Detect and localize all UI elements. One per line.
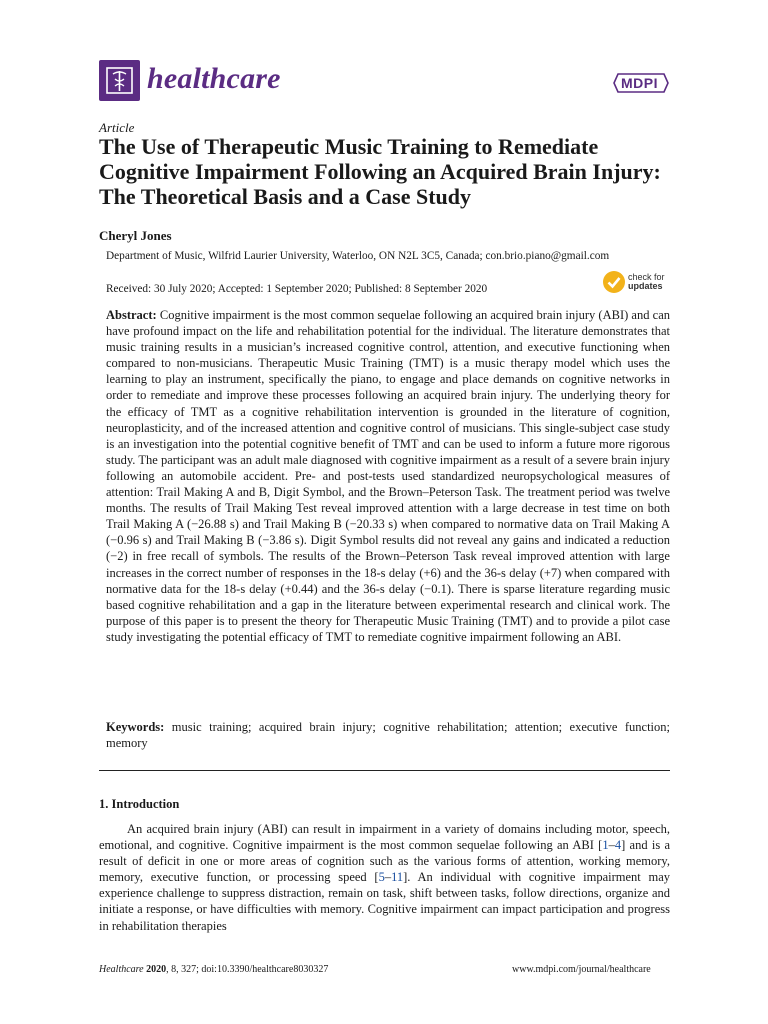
- citation-link-5[interactable]: 5: [378, 870, 385, 885]
- article-title: The Use of Therapeutic Music Training to Remediate Cognitive Impairment Following an Acquired Brain Injury: The Theoretical Basis and a Case Study: [99, 134, 661, 209]
- publication-dates: Received: 30 July 2020; Accepted: 1 September 2020; Published: 8 September 2020: [106, 283, 488, 295]
- journal-logo: [99, 60, 140, 101]
- footer-citation: [99, 964, 328, 975]
- article-type: Article: [99, 120, 135, 135]
- author-affiliation: Department of Music, Wilfrid Laurier University, Waterloo, ON N2L 3C5, Canada; con.brio.piano@gmail.com: [106, 250, 610, 262]
- citation-link-11[interactable]: 11: [391, 870, 404, 885]
- section-divider: [99, 770, 670, 771]
- abstract-label: Abstract:: [106, 308, 157, 322]
- publisher-name: MDPI: [621, 75, 658, 91]
- caduceus-icon: [99, 60, 140, 101]
- author-name: Cheryl Jones: [99, 228, 172, 243]
- citation-link-4[interactable]: 4: [614, 838, 622, 853]
- check-for-updates-label[interactable]: [628, 273, 665, 291]
- check-updates-line2: updates: [628, 281, 663, 291]
- abstract: [106, 307, 670, 645]
- citation-link-1[interactable]: 1: [602, 838, 609, 853]
- footer-citation-rest: , 8, 327; doi:10.3390/healthcare8030327: [166, 964, 329, 975]
- abstract-text: Cognitive impairment is the most common sequelae following an acquired brain injury (ABI) and can have profound impact on the life and rehabilitation potential for the individual. The literature demonstrates that music training results in a musician’s increased cognitive control, attention, and executive functioning when compared to non-musicians. Therapeutic Music Training (TMT) is a music therapy model which uses the learning to play an instrument, specifically the piano, to engage and place demands on cognitive networks in order to remediate and improve these processes following an acquired brain injury. The underlying theory for the efficacy of TMT as a cognitive rehabilitation intervention is grounded in the literature of cognition, neuroplasticity, and of the increased attention and cognitive control of musicians. This single-subject case study is an investigation into the potential cognitive benefit of TMT and can be used to inform a future more rigorous study. The participant was an adult male diagnosed with cognitive impairment as a result of a severe brain injury following an automobile accident. Pre- and post-tests used standardized neuropsychological measures of attention: Trail Making A and B, Digit Symbol, and the Brown–Peterson Task. The treatment period was twelve months. The results of Trail Making Test reveal improved attention with a large decrease in test time on both Trail Making A (−26.88 s) and Trail Making B (−20.33 s) when compared to normative data on Trail Making A (−0.96 s) and Trail Making B (−3.86 s). Digit Symbol results did not reveal any gains and indicated a reduction (−2) in free recall of symbols. The results of the Brown–Peterson Task reveal improved attention with large increases in the correct number of responses in the 18-s delay (+6) and the 36-s delay (+7) when compared with normative data for the 18-s delay (+0.44) and the 36-s delay (−0.1). There is sparse literature regarding music based cognitive rehabilitation and a gap in the literature between experimental research and clinical work. The purpose of this paper is to present the theory for Therapeutic Music Training (TMT) and to provide a pilot case study investigating the potential efficacy of TMT to remediate cognitive impairment following an ABI.: [106, 308, 670, 644]
- journal-name[interactable]: healthcare: [147, 62, 281, 95]
- checkmark-icon: [602, 270, 626, 294]
- intro-text-a: An acquired brain injury (ABI) can result in impairment in a variety of domains including motor, speech, emotional, and cognitive. Cognitive impairment is the most common sequelae following an ABI [: [99, 822, 670, 853]
- introduction-paragraph: [99, 821, 670, 934]
- check-updates-line1: check for: [628, 272, 665, 282]
- intro-text-b: ] and is a result of deficit in one or more areas of cognition such as the various forms of attention, working memory, memory, executive function, or processing speed [: [99, 838, 670, 885]
- intro-text-c: ]. An individual with cognitive impairment may experience challenge to suppress distraction, remain on task, shift between tasks, follow directions, organize and initiate a response, or have difficulties with memory. Cognitive impairment can impact participation and progress in rehabilitation therapies: [99, 870, 671, 933]
- publisher-logo[interactable]: [612, 68, 670, 103]
- footer-journal-url[interactable]: www.mdpi.com/journal/healthcare: [512, 964, 651, 975]
- ref-range-dash: –: [608, 838, 615, 853]
- keywords-label: Keywords:: [106, 720, 165, 734]
- footer-year: 2020: [146, 964, 167, 975]
- keywords: [106, 719, 670, 751]
- keywords-text: music training; acquired brain injury; cognitive rehabilitation; attention; executive function; memory: [106, 720, 671, 751]
- ref-range-dash: –: [384, 870, 392, 885]
- section-heading-introduction: 1. Introduction: [99, 797, 180, 811]
- footer-journal: Healthcare: [99, 964, 144, 975]
